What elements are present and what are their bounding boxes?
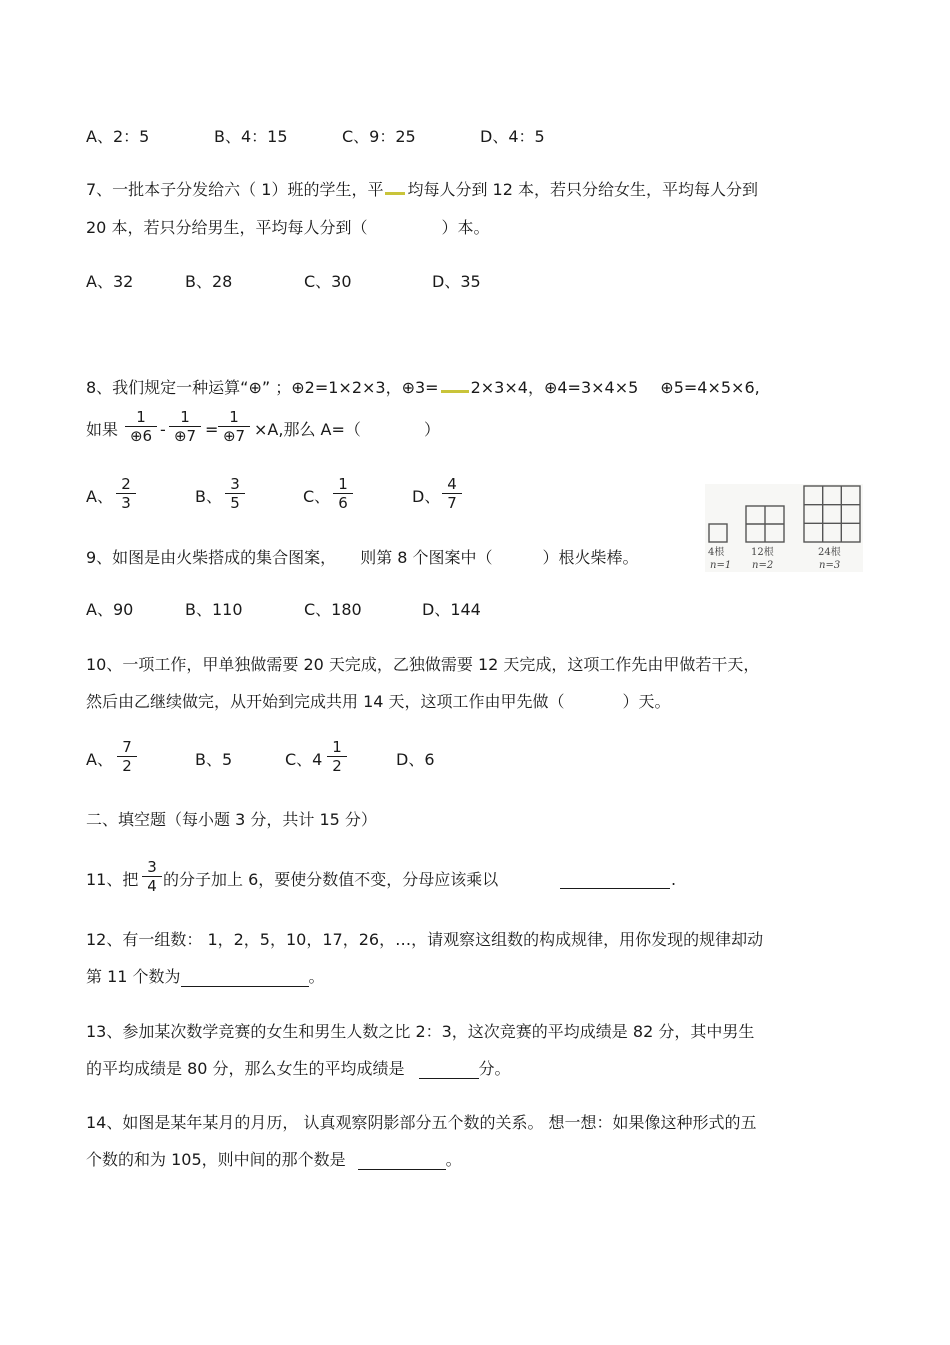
q10-option-b: B、5 <box>195 750 233 769</box>
q10-option-a-fraction: $\frac{7}{2}$ <box>117 738 137 775</box>
q10-option-d: D、6 <box>396 750 435 769</box>
q12-line2: 第 11 个数为 。 <box>86 967 325 986</box>
q14-answer-blank[interactable] <box>358 1153 446 1170</box>
q8-option-b-fraction: $\frac{3}{5}$ <box>225 475 245 512</box>
pattern-2-n: n=2 <box>752 560 774 571</box>
q10-option-c-fraction: $\frac{1}{2}$ <box>327 738 347 775</box>
q8-option-a: A、 <box>86 487 113 506</box>
pattern-1-count: 4根 <box>708 547 725 558</box>
pattern-3-count: 24根 <box>818 547 841 558</box>
q13-line2: 的平均成绩是 80 分，那么女生的平均成绩是 分。 <box>86 1059 511 1078</box>
highlight-mark <box>441 390 469 393</box>
q6-option-b: B、4：15 <box>214 127 288 146</box>
q10-line2: 然后由乙继续做完，从开始到完成共用 14 天，这项工作由甲先做（ ）天。 <box>86 692 671 711</box>
q7-option-a: A、32 <box>86 272 134 291</box>
q10-line1: 10、一项工作，甲单独做需要 20 天完成，乙独做需要 12 天完成，这项工作先由甲做若干天， <box>86 655 760 674</box>
q9-option-a: A、90 <box>86 600 134 619</box>
pattern-1-n: n=1 <box>710 560 732 571</box>
q8-option-a-fraction: $\frac{2}{3}$ <box>116 475 136 512</box>
q13-answer-blank[interactable] <box>419 1062 479 1079</box>
q10-option-a: A、 <box>86 750 113 769</box>
highlight-mark <box>385 192 405 195</box>
pattern-2-count: 12根 <box>751 547 774 558</box>
q6-option-a: A、2：5 <box>86 127 150 146</box>
q8-line1: 8、我们规定一种运算“⊕” ；⊕2=1×2×3，⊕3= 2×3×4，⊕4=3×4×5 ⊕5=4×5×6, <box>86 378 760 397</box>
q9-option-c: C、180 <box>304 600 362 619</box>
q8-option-b: B、 <box>195 487 222 506</box>
q12-line1: 12、有一组数： 1，2，5，10，17，26，…，请观察这组数的构成规律，用你发现的规律却动 <box>86 930 764 949</box>
q9-option-b: B、110 <box>185 600 243 619</box>
q7-line2: 20 本，若只分给男生，平均每人分到（ ）本。 <box>86 218 490 237</box>
q8-fraction-3: $\frac{1}{\oplus 7}$ <box>218 408 250 445</box>
q12-answer-blank[interactable] <box>181 970 309 987</box>
q7-option-b: B、28 <box>185 272 233 291</box>
q8-option-c: C、 <box>303 487 331 506</box>
section-2-title: 二、填空题（每小题 3 分，共计 15 分） <box>86 810 377 829</box>
pattern-3-n: n=3 <box>819 560 841 571</box>
pattern-2-squares <box>746 506 784 542</box>
q13-line1: 13、参加某次数学竞赛的女生和男生人数之比 2：3，这次竞赛的平均成绩是 82 分，其中男生 <box>86 1022 755 1041</box>
q8-fraction-2: $\frac{1}{\oplus 7}$ <box>169 408 201 445</box>
q7-option-d: D、35 <box>432 272 481 291</box>
q6-option-c: C、9：25 <box>342 127 416 146</box>
q7-line1: 7、一批本子分发给六（ 1）班的学生，平 均每人分到 12 本，若只分给女生，平均每人分到 <box>86 180 758 199</box>
matchstick-figure <box>705 484 863 572</box>
q10-option-c: C、4 <box>285 750 323 769</box>
q11-fraction: $\frac{3}{4}$ <box>142 858 162 895</box>
q14-line2: 个数的和为 105，则中间的那个数是 。 <box>86 1150 462 1169</box>
q9-line: 9、如图是由火柴搭成的集合图案， 则第 8 个图案中（ ）根火柴棒。 <box>86 548 639 567</box>
q8-fraction-1: $\frac{1}{\oplus 6}$ <box>125 408 157 445</box>
pattern-3-squares <box>804 486 860 542</box>
q9-option-d: D、144 <box>422 600 481 619</box>
q8-option-c-fraction: $\frac{1}{6}$ <box>333 475 353 512</box>
q8-option-d-fraction: $\frac{4}{7}$ <box>442 475 462 512</box>
q8-option-d: D、 <box>412 487 441 506</box>
q7-option-c: C、30 <box>304 272 352 291</box>
q14-line1: 14、如图是某年某月的月历， 认真观察阴影部分五个数的关系。 想一想：如果像这种形式的五 <box>86 1113 757 1132</box>
q6-option-d: D、4：5 <box>480 127 545 146</box>
pattern-1-squares <box>709 524 727 542</box>
q11-answer-blank[interactable] <box>560 870 670 889</box>
